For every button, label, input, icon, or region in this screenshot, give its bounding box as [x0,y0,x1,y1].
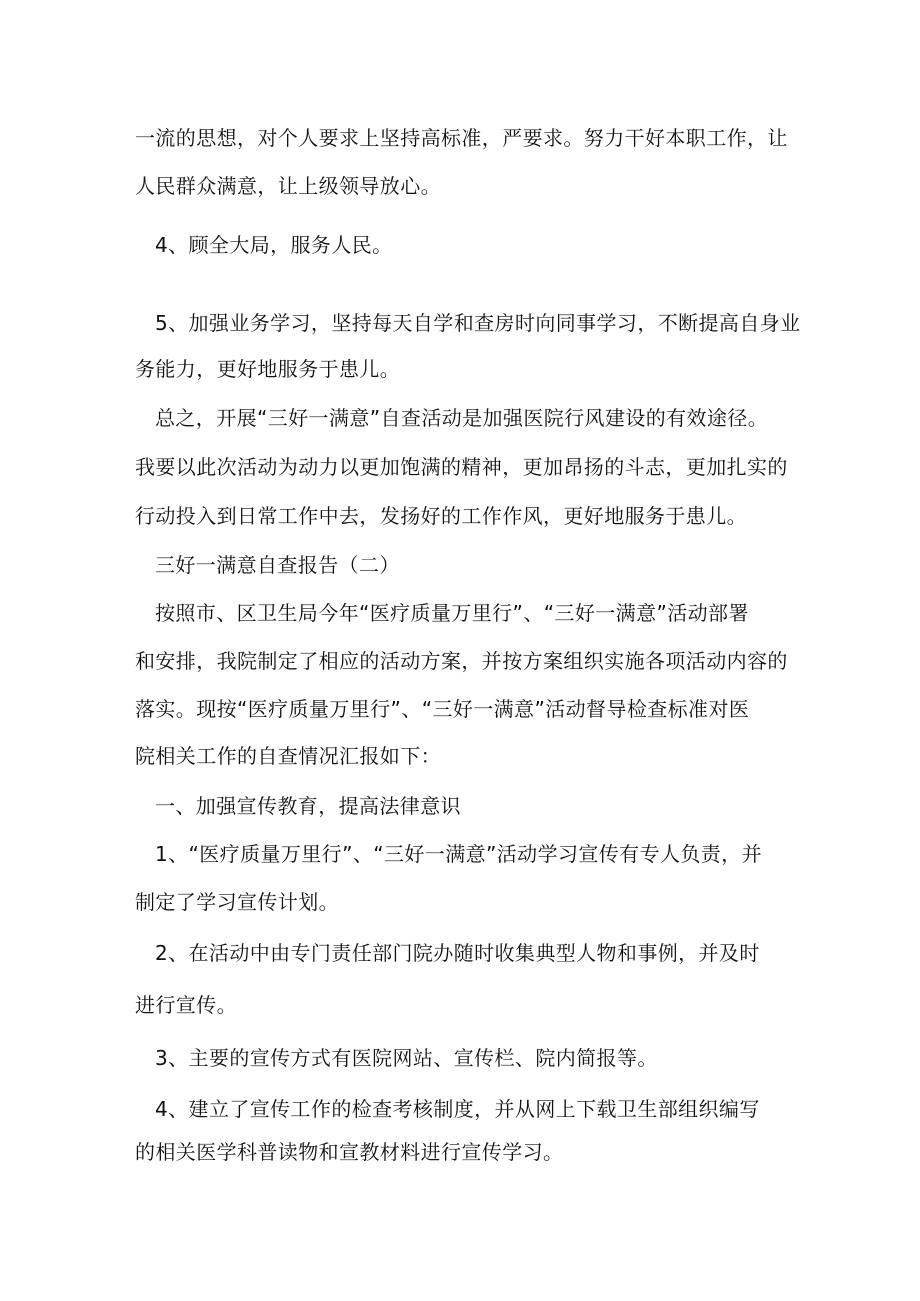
text-line-18: 进行宣传。 [135,993,237,1017]
text-line-2: 人民群众满意，让上级领导放心。 [135,174,441,198]
text-line-11: 和安排，我院制定了相应的活动方案，并按方案组织实施各项活动内容的 [135,649,788,673]
text-line-4: 5、加强业务学习，坚持每天自学和查房时向同事学习，不断提高自身业 [155,311,801,335]
text-line-5: 务能力，更好地服务于患儿。 [135,357,401,381]
text-line-16: 制定了学习宣传计划。 [135,890,339,914]
text-line-20: 4、建立了宣传工作的检查考核制度，并从网上下载卫生部组织编写 [155,1097,760,1121]
text-line-1: 一流的思想，对个人要求上坚持高标准，严要求。努力干好本职工作，让 [135,126,788,150]
text-line-10: 按照市、区卫生局今年“医疗质量万里行”、“三好一满意”活动部署 [155,601,749,625]
text-line-12: 落实。现按“医疗质量万里行”、“三好一满意”活动督导检查标准对医 [135,697,750,721]
text-line-9: 三好一满意自查报告（二） [155,553,400,577]
text-line-19: 3、主要的宣传方式有医院网站、宣传栏、院内简报等。 [155,1046,658,1070]
text-line-6: 总之，开展“三好一满意”自查活动是加强医院行风建设的有效途径。 [155,406,769,430]
text-line-15: 1、“医疗质量万里行”、“三好一满意”活动学习宣传有专人负责，并 [155,842,762,866]
text-line-7: 我要以此次活动为动力以更加饱满的精神，更加昂扬的斗志，更加扎实的 [135,455,788,479]
text-line-13: 院相关工作的自查情况汇报如下： [135,744,441,768]
text-line-3: 4、顾全大局，服务人民。 [155,233,393,257]
text-line-17: 2、在活动中由专门责任部门院办随时收集典型人物和事例，并及时 [155,941,760,965]
text-line-21: 的相关医学科普读物和宣教材料进行宣传学习。 [135,1140,564,1164]
text-line-8: 行动投入到日常工作中去，发扬好的工作作风，更好地服务于患儿。 [135,504,747,528]
section-heading: 一、加强宣传教育，提高法律意识 [155,794,461,818]
